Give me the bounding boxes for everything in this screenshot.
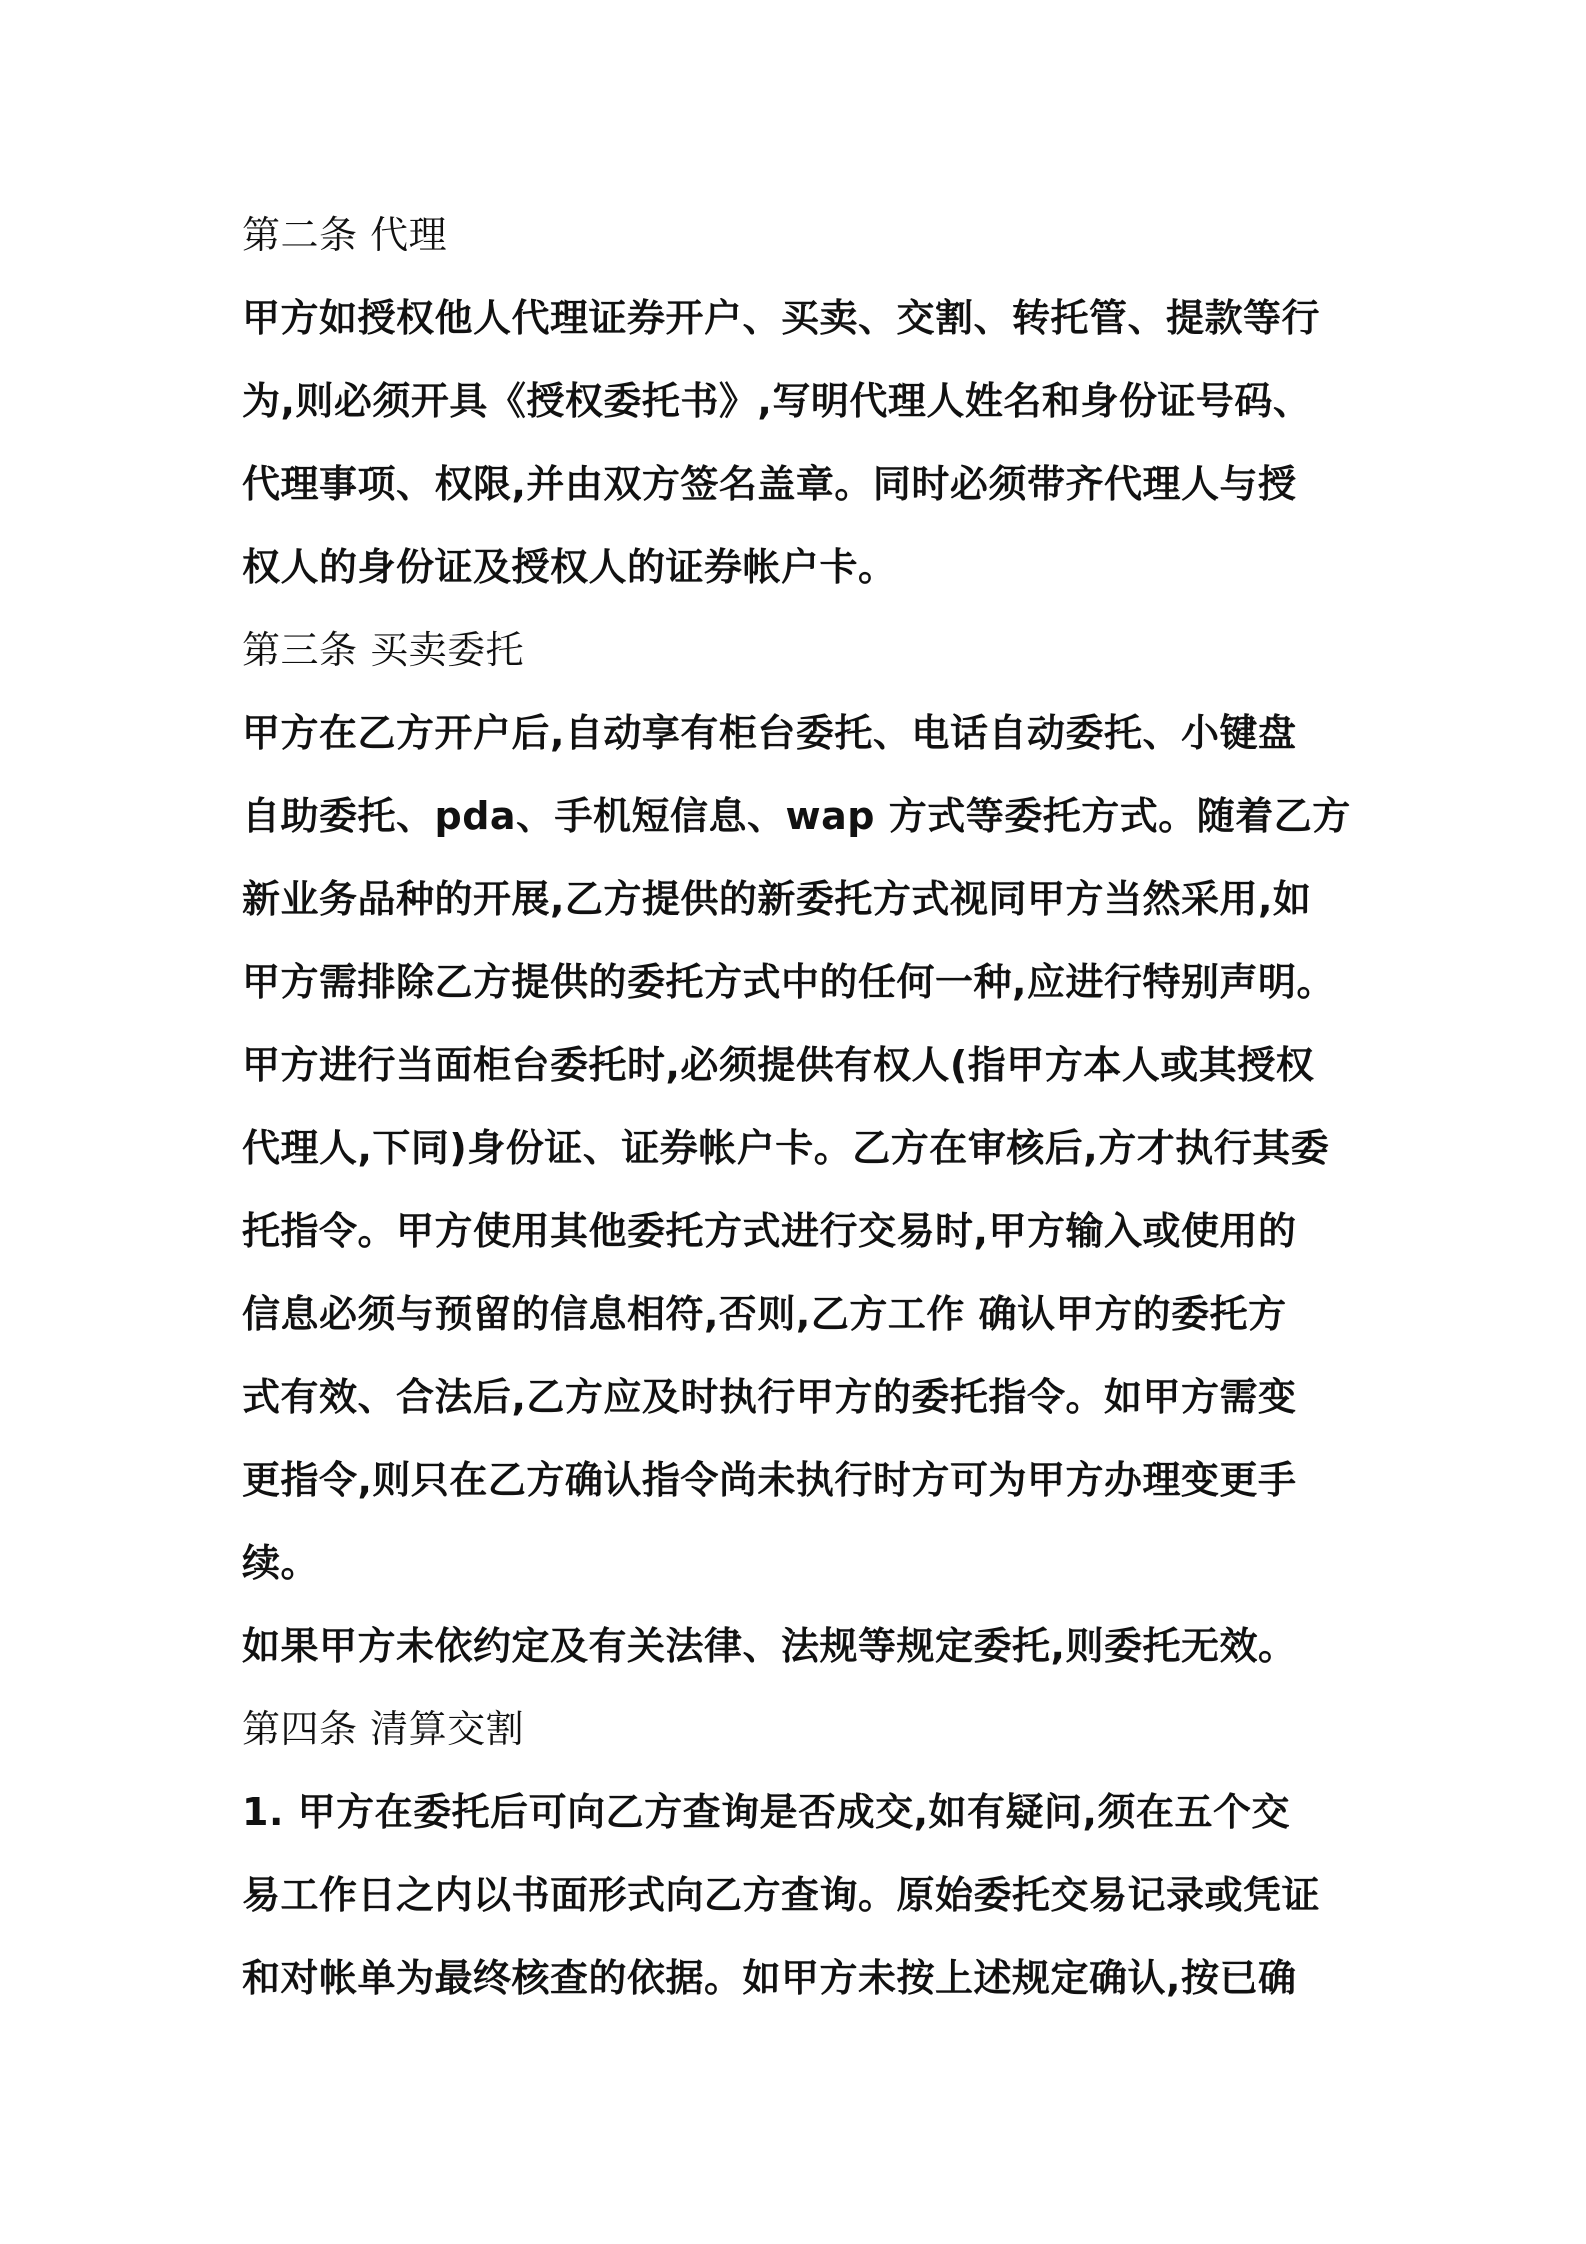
text-line: 更指令,则只在乙方确认指令尚未执行时方可为甲方办理变更手 [242,1458,1297,1502]
text-line: 代理人,下同)身份证、证券帐户卡。乙方在审核后,方才执行其委 [242,1126,1330,1170]
text-line: 信息必须与预留的信息相符,否则,乙方工作 确认甲方的委托方 [242,1292,1287,1336]
text-line: 新业务品种的开展,乙方提供的新委托方式视同甲方当然采用,如 [242,877,1312,921]
section-heading-article-4: 第四条 清算交割 [242,1707,525,1751]
text-line: 权人的身份证及授权人的证券帐户卡。 [242,545,897,589]
text-line: 续。 [242,1541,320,1585]
text-line: 甲方在乙方开户后,自动享有柜台委托、电话自动委托、小键盘 [242,711,1297,755]
document-body [242,194,1352,2020]
text-line: 甲方进行当面柜台委托时,必须提供有权人(指甲方本人或其授权 [242,1043,1315,1087]
text-line: 式有效、合法后,乙方应及时执行甲方的委托指令。如甲方需变 [242,1375,1297,1419]
text-line: 为,则必须开具《授权委托书》,写明代理人姓名和身份证号码、 [242,379,1312,423]
section-heading-article-2: 第二条 代理 [242,213,448,257]
text-line: 代理事项、权限,并由双方签名盖章。同时必须带齐代理人与授 [242,462,1297,506]
text-line: 易工作日之内以书面形式向乙方查询。原始委托交易记录或凭证 [242,1873,1321,1917]
text-line: 甲方需排除乙方提供的委托方式中的任何一种,应进行特别声明。 [242,960,1335,1004]
text-line: 甲方如授权他人代理证券开户、买卖、交割、转托管、提款等行 [242,296,1321,340]
text-line: 托指令。甲方使用其他委托方式进行交易时,甲方输入或使用的 [242,1209,1297,1253]
text-line: 1. 甲方在委托后可向乙方查询是否成交,如有疑问,须在五个交 [242,1790,1290,1834]
section-heading-article-3: 第三条 买卖委托 [242,628,525,672]
text-line: 和对帐单为最终核查的依据。如甲方未按上述规定确认,按已确 [242,1956,1297,2000]
text-line: 自助委托、pda、手机短信息、wap 方式等委托方式。随着乙方 [242,794,1351,838]
text-line: 如果甲方未依约定及有关法律、法规等规定委托,则委托无效。 [242,1624,1297,1668]
